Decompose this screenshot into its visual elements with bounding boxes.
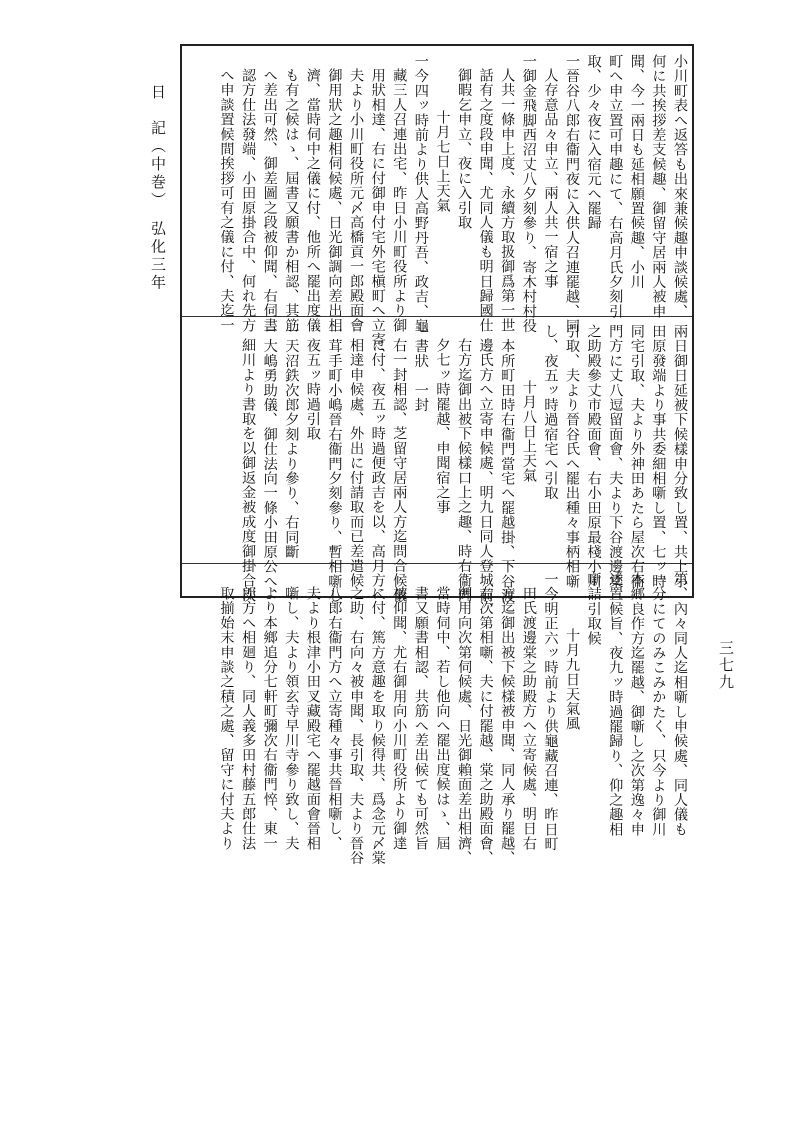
text-line: 町へ申立置可申趣にて、右高月氏夕刻引 [607,54,624,319]
text-line: 一天沼鉄次郎夕刻より參り、右同斷 [283,324,300,560]
entry-date: 十月九日天氣風 [564,628,581,731]
text-line: 人共一條申上度、永續方取扱御爲第一世 [499,68,516,333]
text-line: 聞、今一兩日も延相願置候趣、小川 [628,54,645,290]
text-line: 夫より根津小田叉藏殿宅へ罷越面會晉相 [304,586,321,851]
text-line: 噺詰引取候 [585,572,602,646]
text-line: 認方仕法發端、小田原掛合中、何れ先方 [240,68,257,333]
text-line: 濟、當時伺中之儀に付、他所へ罷出度儀 [304,68,321,333]
text-line: 藏三人召連出宅、昨日小川町役所より御 [391,68,408,333]
text-line: 一分にてのみこみかたく、只今より御川 [650,572,667,837]
text-line: 被仰聞、尤右御用向小川町役所より御達 [391,586,408,851]
text-line: 夫より小川町役所元〆高橋貢一郎殿面會 [348,68,365,333]
text-line: 田原發端より事共委細相噺し置、七ッ時 [650,324,667,589]
text-line: へ申談置候間挨拶可有之儀に付、夫迄一 [218,68,235,333]
text-line: 田氏渡邊棠之助殿方へ立寄候處、明日右 [520,586,537,851]
text-line: 取、少々夜に入宿元へ罷歸 [585,54,602,231]
text-line: 右方迄御出被下候樣口上之趣、時右衞門 [456,338,473,603]
text-line: 相達申候處、外出に付請取而已差遣候 [348,338,365,588]
text-line: 述置候旨、夜九ッ時過罷歸り、仰之趣相 [607,572,624,837]
text-line: 郎方へ相廻り、同人義多田村藤五郎仕法 [240,586,257,851]
text-line: 人存意品々申立、兩人共一宿之事 [542,68,559,289]
text-line: に付、篤方意趣を取り候得共、爲念元〆棠 [369,586,386,866]
text-line: 話有之度段申聞、尤同人儀も明日歸國仕 [477,68,494,333]
text-line: も有之候はゝ、屆書又願書か相認、其筋 [283,68,300,333]
text-line: 第、內々同人迄相噺し申候處、同人儀も [672,572,688,837]
text-line: へ差出可然、御差圖之段被仰聞、右伺書 [261,68,278,333]
running-title: 日 記（中巻） 弘化三年 [149,84,167,293]
bottom-section [215,572,690,1042]
text-line: 右一封相認、芝留守居兩人方迄問合候儀 [391,338,408,603]
text-line: 夜五ッ時過引取 [304,338,321,441]
text-line: 引取、夫より晉谷氏へ罷出種々事柄相噺 [564,324,581,589]
entry-date: 十月七日上天氣 [434,110,451,213]
text-line: 何に共挨拶差支候趣、御留守居兩人被申 [650,54,667,319]
text-line: 一御金飛脚西沼丈八夕刻參り、寄木村村役 [520,54,537,334]
text-line: 右次第相噺、夫に付罷越、棠之助殿面會、 [477,586,494,866]
text-line: 之助、右向々被申聞、長引取、夫より晉谷 [348,586,365,866]
text-line: 書又願書相認、共筋へ差出候ても可然旨 [412,586,429,851]
text-line: 邊氏方へ立寄申候處、明九日同人登城前、 [477,338,494,618]
top-section [215,54,690,362]
text-line: 之助殿參丈市殿面會、右小田原最棧小川 [585,324,602,589]
text-line: に付、夜五ッ時過便政吉を以、高月方へ [369,338,386,603]
text-line: 用狀相達、右に付御申付宅外宅槇町へ立寄、 [369,68,386,362]
text-line: 一今明正六ッ時前より供龜藏召連、昨日町 [542,572,559,852]
text-line: 一今四ッ時前より供人高野丹吾、政吉、龜 [412,54,429,334]
text-line: 取揃始末申談之積之處、留守に付夫より [218,586,235,851]
text-line: 同宅引取、夫より外神田あたら屋次右衞 [628,324,645,589]
text-line: 一茸手町小嶋晉右衞門夕刻參り、暫相噺し [326,324,343,604]
text-line: 門方に丈八逗留面會、夫より下谷渡邊棠 [607,324,624,589]
text-line: 細川より書取を以御返金被成度御掛合次 [240,338,257,603]
text-line: より本鄉追分七軒町彌次右衞門悴、東一 [261,586,278,851]
text-line: 本鄉良作方迄罷越、御噺し之次第逸々申 [628,572,645,837]
text-line: 一本所町田時右衞門當宅へ罷越掛、下谷渡 [499,324,516,604]
text-line: 當時伺中、若し他向へ罷出度候はゝ、屆 [434,586,451,851]
text-line: 夕七ッ時罷越、申聞宿之事 [434,338,451,515]
text-line: 噺し、夫より領玄寺早川寺參り致し、夫 [283,586,300,851]
text-line: 一大嶋勇助儀、御仕法向一條小田原公へ、 [261,324,278,604]
text-line: 一晉谷八郎右衞門夜に入供人召連罷越、同 [564,54,581,334]
text-line: し、夜五ッ時過宿宅へ引取 [542,324,559,501]
text-line: 一書狀 一封 [412,324,429,413]
text-line: 兩日御日延被下候樣申分致し置、共上小 [672,324,688,589]
text-line: 八郎右衞門方へ立寄種々事共晉相噺し、 [326,586,343,851]
text-line: 御暇乞申立、夜に入引取 [456,68,473,230]
text-line: 方迄御出被下候樣被申聞、同人承り罷越、 [499,586,516,866]
text-line: 小川町表へ返答も出來兼候趣申談候處、 [672,54,688,319]
text-line: 御用向次第伺候處、日光御賴面差出相濟、 [456,586,473,866]
entry-date: 十月八日上天氣 [520,380,537,483]
page-number: 三七九 [717,640,735,691]
text-line: 御用狀之趣相伺候處、日光御調向差出相 [326,68,343,333]
